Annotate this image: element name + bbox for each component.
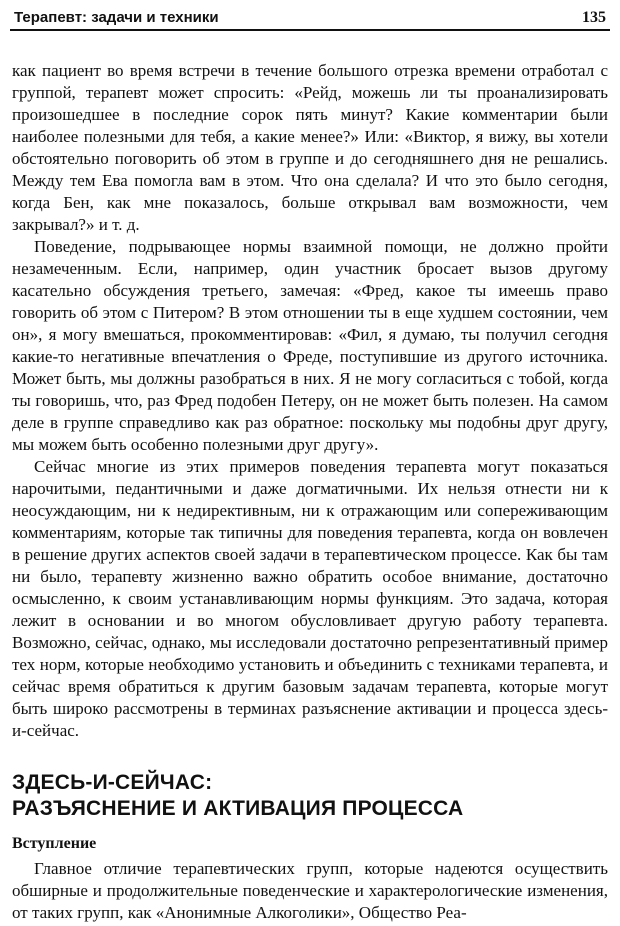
paragraph: Главное отличие терапевтических групп, которые надеются осуществить обширные и продолжительные поведенческие и характерологические изменения, от таких групп, как «Анонимные Алкоголики», Общество Реа- [12, 859, 608, 922]
section-heading-line-2: РАЗЪЯСНЕНИЕ И АКТИВАЦИЯ ПРОЦЕССА [12, 797, 464, 820]
subheading: Вступление [12, 835, 97, 852]
running-header [14, 2, 606, 28]
section-heading-line-1: ЗДЕСЬ-И-СЕЙЧАС: [12, 771, 213, 794]
section-heading [12, 770, 608, 822]
page-number: 135 [582, 9, 606, 26]
paragraph: Поведение, подрывающее нормы взаимной помощи, не должно пройти незамеченным. Если, например, один участник бросает вызов другому касательно обсуждения третьего, замечая: «Фред, какое ты имеешь право говорить об этом с Питером? В этом отношении ты в еще худшем состоянии, чем он», я могу вмешаться, прокомментировав: «Фил, я думаю, ты получил сегодня какие-то негативные впечатления о Фреде, поступившие из другого источника. Может быть, мы должны разобраться в них. Я не могу согласиться с тобой, когда ты говоришь, что, раз Фред подобен Петеру, он не может быть полезен. На самом деле в группе справедливо как раз обратное: поскольку мы подобны друг другу, мы можем быть особенно полезными друг другу». [12, 237, 608, 454]
header-rule [10, 29, 610, 31]
running-title: Терапевт: задачи и техники [14, 9, 219, 26]
paragraph: Сейчас многие из этих примеров поведения терапевта могут показаться нарочитыми, педантичными и даже догматичными. Их нельзя отнести ни к неосуждающим, ни к недирективным, ни к отражающим или сопереживающим комментариям, которые так типичны для поведения терапевта, когда он вовлечен в решение других аспектов своей задачи в терапевтическом процессе. Как бы там ни было, терапевту жизненно важно обратить особое внимание, достаточно осмысленно, к своим устанавливающим нормы функциям. Это задача, которая лежит в основании и во многом обусловливает другую работу терапевта. Возможно, сейчас, однако, мы исследовали достаточно репрезентативный пример тех норм, которые необходимо установить и объединить с техниками терапевта, и сейчас время обратиться к другим базовым задачам терапевта, которые могут быть широко рассмотрены в терминах разъяснение активации и процесса здесь-и-сейчас. [12, 457, 608, 740]
paragraph-continued: как пациент во время встречи в течение большого отрезка времени отработал с группой, терапевт может спросить: «Рейд, можешь ли ты проанализировать произошедшее в последние сорок пять минут? Какие комментарии были наиболее полезными для тебя, а какие менее?» Или: «Виктор, я вижу, вы хотели обстоятельно поговорить об этом в группе и до сегодняшнего дня не решались. Между тем Ева помогла вам в этом. Что она сделала? И что это было сегодня, когда Бен, как мне показалось, больше открывал вам возможности, чем закрывал?» и т. д. [12, 61, 608, 234]
page-body [12, 60, 608, 924]
